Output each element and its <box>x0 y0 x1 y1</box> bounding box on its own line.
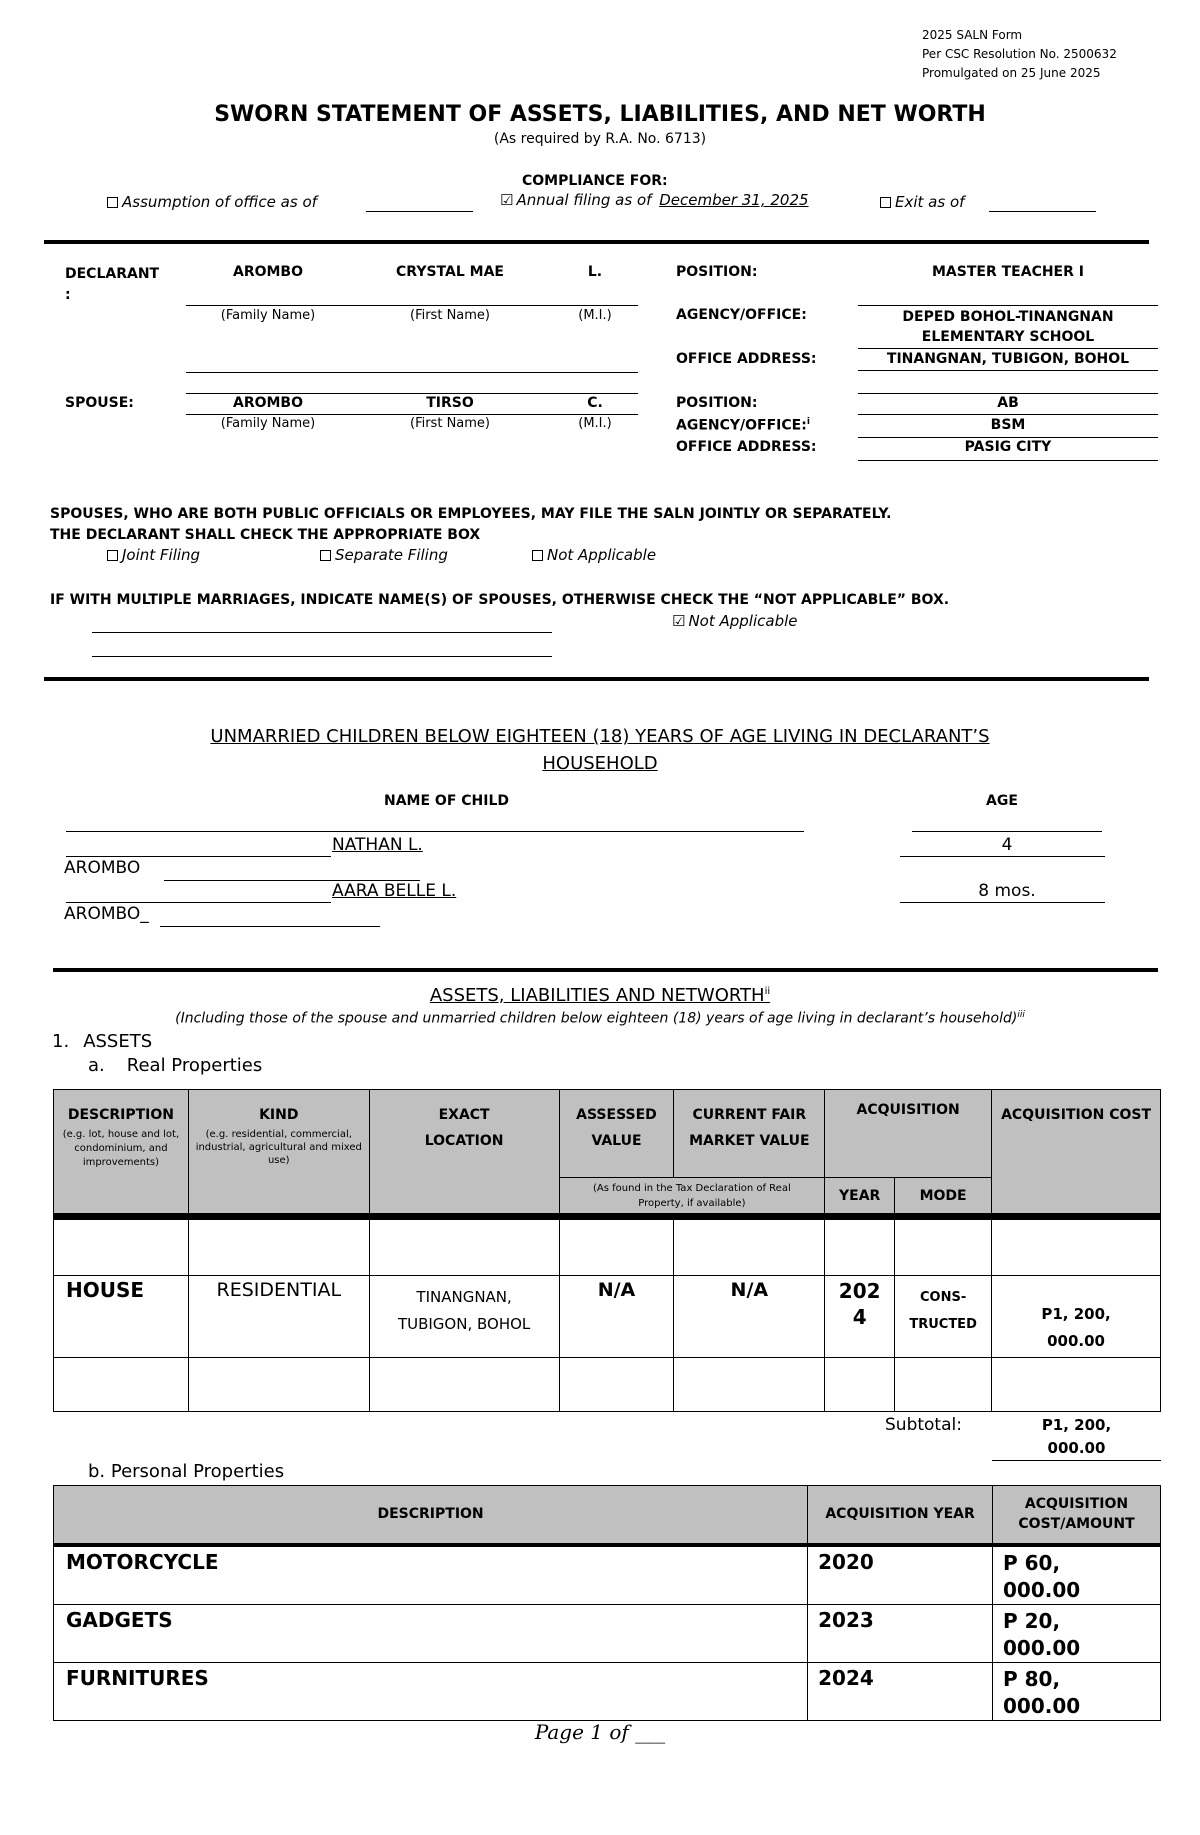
assumption-option[interactable] <box>107 193 317 211</box>
cell-year: 2023 <box>808 1605 993 1663</box>
marriages-not-applicable-option[interactable]: ☑ Not Applicable <box>672 612 798 630</box>
child-age: 4 <box>1001 835 1013 855</box>
col-kind-header: KIND (e.g. residential, commercial, industrial, agricultural and mixed use) <box>188 1090 369 1217</box>
not-applicable-option[interactable]: Not Applicable <box>532 546 656 564</box>
spouse-position: AB <box>997 395 1019 411</box>
cell-description: FURNITURES <box>54 1663 808 1721</box>
cell-cost: P 80, 000.00 <box>993 1663 1161 1721</box>
separate-filing-checkbox[interactable] <box>320 550 331 561</box>
child-name-first: NATHAN L. <box>332 835 423 855</box>
col-cost-header: ACQUISITION COST <box>992 1090 1161 1217</box>
cell-location: TINANGNAN, TUBIGON, BOHOL <box>369 1276 559 1358</box>
col-acquisition-year-header: ACQUISITION YEAR <box>808 1486 993 1545</box>
cell-assessed: N/A <box>559 1276 674 1358</box>
separate-filing-option[interactable]: Separate Filing <box>320 546 448 564</box>
children-heading: UNMARRIED CHILDREN BELOW EIGHTEEN (18) YEARS OF AGE LIVING IN DECLARANT’S HOUSEHOLD <box>210 726 990 774</box>
joint-filing-option[interactable]: Joint Filing <box>107 546 200 564</box>
spouse-label: SPOUSE: <box>65 395 134 411</box>
declarant-agency: DEPED BOHOL-TINANGNAN ELEMENTARY SCHOOL <box>902 309 1114 345</box>
declarant-address-label: OFFICE ADDRESS: <box>676 351 817 367</box>
assumption-checkbox[interactable] <box>107 197 118 208</box>
subtotal-value: P1, 200, 000.00 <box>1041 1416 1112 1457</box>
table-row <box>54 1605 1161 1663</box>
spouse-address: PASIG CITY <box>964 439 1052 455</box>
declarant-position-label: POSITION: <box>676 264 758 280</box>
divider <box>53 968 1158 972</box>
multiple-marriages-note: IF WITH MULTIPLE MARRIAGES, INDICATE NAME(S) OF SPOUSES, OTHERWISE CHECK THE “NOT APPLICABLE” BOX. <box>50 592 950 608</box>
joint-filing-checkbox[interactable] <box>107 550 118 561</box>
page-subtitle: (As required by R.A. No. 6713) <box>493 131 707 147</box>
family-name-caption: (Family Name) <box>220 308 316 323</box>
subtotal-label: Subtotal: <box>885 1415 962 1435</box>
exit-checkbox[interactable] <box>880 197 891 208</box>
name-of-child-header: NAME OF CHILD <box>384 793 510 809</box>
real-properties-label: a. Real Properties <box>88 1055 263 1076</box>
annual-label: Annual filing as of <box>516 191 652 209</box>
declarant-label: DECLARANT : <box>65 266 160 303</box>
spouse-family-name: AROMBO <box>232 395 304 411</box>
child-name-first: AARA BELLE L. <box>332 881 457 901</box>
declarant-mi: L. <box>587 264 603 280</box>
personal-properties-label: b. Personal Properties <box>88 1461 285 1482</box>
col-acquisition-cost-header: ACQUISITION COST/AMOUNT <box>993 1486 1161 1545</box>
cell-year: 2024 <box>808 1663 993 1721</box>
col-mode-header: MODE <box>895 1178 992 1217</box>
promulgation-date: Promulgated on 25 June 2025 <box>922 66 1101 80</box>
table-row <box>54 1663 1161 1721</box>
cell-description: HOUSE <box>54 1276 189 1358</box>
table-row <box>54 1217 1161 1276</box>
declarant-position: MASTER TEACHER I <box>932 264 1084 280</box>
col-assessed-header: ASSESSED VALUE <box>559 1090 674 1178</box>
annual-checkbox-checked[interactable]: ☑ <box>500 191 514 209</box>
annual-date: December 31, 2025 <box>659 191 809 209</box>
cell-mode: CONS-TRUCTED <box>895 1276 992 1358</box>
resolution-number: Per CSC Resolution No. 2500632 <box>922 47 1117 61</box>
cell-cost: P 60, 000.00 <box>993 1545 1161 1605</box>
marriages-na-checkbox-checked[interactable]: ☑ <box>672 612 686 630</box>
col-year-header: YEAR <box>825 1178 895 1217</box>
child-name-last: AROMBO_ <box>64 904 149 924</box>
cell-cost: P 20, 000.00 <box>993 1605 1161 1663</box>
spouse-first-caption: (First Name) <box>410 416 490 431</box>
assumption-label: Assumption of office as of <box>122 193 317 211</box>
cell-kind: RESIDENTIAL <box>188 1276 369 1358</box>
table-row <box>54 1545 1161 1605</box>
spouse-address-label: OFFICE ADDRESS: <box>676 439 817 455</box>
declarant-first-name: CRYSTAL MAE <box>396 264 504 280</box>
not-applicable-checkbox[interactable] <box>532 550 543 561</box>
col-description-header: DESCRIPTION <box>54 1486 808 1545</box>
table-row <box>54 1276 1161 1358</box>
annual-option[interactable] <box>500 191 809 209</box>
first-name-caption: (First Name) <box>410 308 490 323</box>
cell-year: 2024 <box>825 1276 895 1358</box>
col-fair-value-header: CURRENT FAIR MARKET VALUE <box>674 1090 825 1178</box>
cell-description: GADGETS <box>54 1605 808 1663</box>
exit-label: Exit as of <box>895 193 965 211</box>
spouse-mi: C. <box>587 395 603 411</box>
form-version-note <box>922 26 1117 83</box>
tax-declaration-note: (As found in the Tax Declaration of Real Property, if available) <box>559 1178 825 1217</box>
cell-fair-value: N/A <box>674 1276 825 1358</box>
joint-filing-note: SPOUSES, WHO ARE BOTH PUBLIC OFFICIALS OR EMPLOYEES, MAY FILE THE SALN JOINTLY OR SEPARATELY. THE DECLARANT SHALL CHECK THE APPROPRIATE BOX <box>50 506 892 543</box>
page-footer: Page 1 of ___ <box>534 1720 666 1744</box>
col-description-header: DESCRIPTION (e.g. lot, house and lot, condominium, and improvements) <box>54 1090 189 1217</box>
declarant-agency-label: AGENCY/OFFICE: <box>676 307 807 323</box>
cell-cost: P1, 200, 000.00 <box>992 1276 1161 1358</box>
form-version: 2025 SALN Form <box>922 28 1023 42</box>
table-row <box>54 1358 1161 1412</box>
spouse-agency: BSM <box>990 417 1026 433</box>
divider <box>44 677 1149 681</box>
col-location-header: EXACT LOCATION <box>369 1090 559 1217</box>
divider <box>44 240 1149 244</box>
assets-note: (Including those of the spouse and unmarried children below eighteen (18) years of age living in declarant’s household)$^{iii}$ <box>175 1010 1025 1027</box>
declarant-family-name: AROMBO <box>232 264 304 280</box>
assets-heading: ASSETS, LIABILITIES AND NETWORTH$^{ii}$ <box>429 985 771 1006</box>
real-properties-table <box>53 1089 1161 1412</box>
child-name-last: AROMBO <box>64 858 141 878</box>
cell-year: 2020 <box>808 1545 993 1605</box>
spouse-agency-label: AGENCY/OFFICE:$^i$ <box>676 417 810 434</box>
spouse-first-name: TIRSO <box>426 395 474 411</box>
child-age: 8 mos. <box>978 881 1036 901</box>
age-header: AGE <box>986 793 1018 809</box>
cell-description: MOTORCYCLE <box>54 1545 808 1605</box>
spouse-mi-caption: (M.I.) <box>578 416 612 431</box>
declarant-address: TINANGNAN, TUBIGON, BOHOL <box>886 351 1130 367</box>
mi-caption: (M.I.) <box>578 308 612 323</box>
spouse-family-caption: (Family Name) <box>220 416 316 431</box>
col-acquisition-header: ACQUISITION <box>825 1090 992 1178</box>
spouse-position-label: POSITION: <box>676 395 758 411</box>
section-assets: 1. ASSETS <box>52 1031 153 1052</box>
compliance-label: COMPLIANCE FOR: <box>522 173 668 189</box>
exit-option[interactable] <box>880 193 964 211</box>
personal-properties-table <box>53 1485 1161 1721</box>
page-title: SWORN STATEMENT OF ASSETS, LIABILITIES, AND NET WORTH <box>214 102 986 127</box>
